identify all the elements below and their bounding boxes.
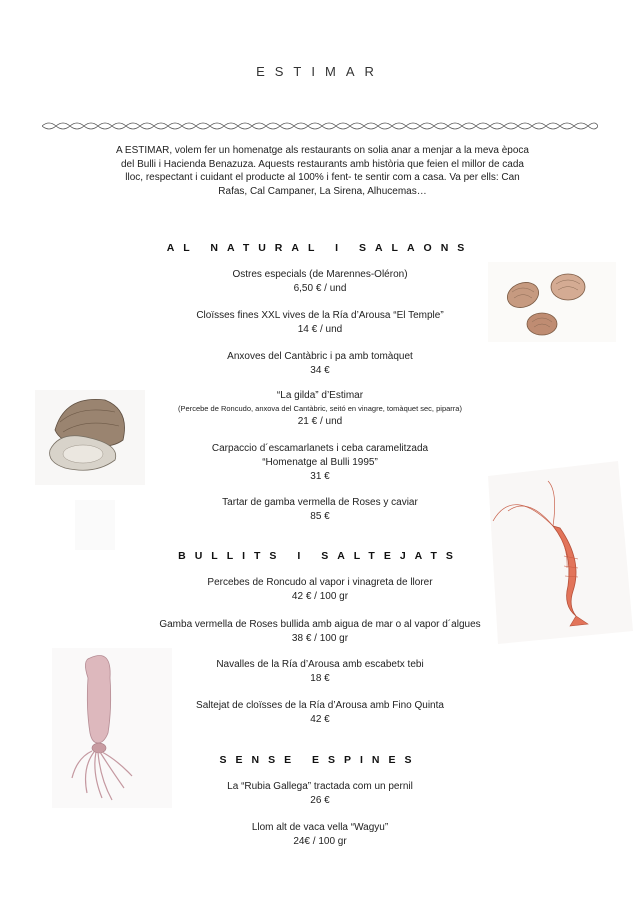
- item-name: Ostres especials (de Marennes-Oléron): [232, 269, 408, 280]
- item-name: Gamba vermella de Roses bullida amb aigua de mar o al vapor d´algues: [159, 619, 481, 630]
- item-name: Navalles de la Ría d’Arousa amb escabetx tebi: [216, 659, 424, 670]
- item-name: Carpaccio d´escamarlanets i ceba caramelitzada: [211, 443, 429, 454]
- item-price: 21 € / und: [297, 416, 343, 427]
- item-price: 6,50 € / und: [293, 283, 347, 294]
- section-title-al-natural: AL NATURAL I SALAONS: [166, 242, 474, 254]
- clams-illustration: [488, 262, 616, 342]
- item-name: Cloïsses fines XXL vives de la Ría d’Arousa “El Temple”: [196, 310, 444, 321]
- item-price: 26 €: [310, 795, 330, 806]
- intro-text: A ESTIMAR, volem fer un homenatge als restaurants on solia anar a menjar a la meva època del Bulli i Hacienda Benazuza. Aquests restaurants amb història que feien el millor de cada lloc, respectant i cuidant el producte al 100% i fent- te sentir com a casa. Va per ells: Can Rafas, Cal Campaner, La Sirena, Alhucemas…: [116, 145, 529, 197]
- menu-item: [0, 350, 640, 378]
- prawn-illustration: [468, 456, 636, 646]
- item-name: La “Rubia Gallega” tractada com un pernil: [227, 781, 413, 792]
- item-name: Llom alt de vaca vella “Wagyu”: [251, 822, 389, 833]
- item-name: Percebes de Roncudo al vapor i vinagreta de llorer: [207, 577, 433, 588]
- oyster-illustration: [35, 390, 145, 485]
- section-title-sense-espines: SENSE ESPINES: [219, 754, 421, 766]
- item-subtitle: “Homenatge al Bulli 1995”: [262, 457, 378, 468]
- faint-panel: [75, 500, 115, 550]
- menu-item: [0, 821, 640, 849]
- item-price: 24€ / 100 gr: [293, 836, 347, 847]
- item-price: 85 €: [310, 511, 330, 522]
- item-name: Tartar de gamba vermella de Roses y caviar: [222, 497, 418, 508]
- item-price: 31 €: [310, 471, 330, 482]
- item-name: “La gilda” d’Estimar: [276, 390, 364, 401]
- item-price: 14 € / und: [297, 324, 343, 335]
- item-price: 34 €: [310, 365, 330, 376]
- item-price: 38 € / 100 gr: [291, 633, 349, 644]
- item-price: 42 € / 100 gr: [291, 591, 349, 602]
- item-price: 18 €: [310, 673, 330, 684]
- section-title-bullits: BULLITS I SALTEJATS: [178, 550, 462, 562]
- item-price: 42 €: [310, 714, 330, 725]
- wave-divider: [42, 120, 598, 132]
- item-note: (Percebe de Roncudo, anxova del Cantàbric, seitó en vinagre, tomàquet sec, piparra): [178, 404, 462, 413]
- item-name: Anxoves del Cantàbric i pa amb tomàquet: [227, 351, 413, 362]
- squid-illustration: [52, 648, 172, 808]
- page-title: ESTIMAR: [256, 64, 384, 79]
- item-name: Saltejat de cloïsses de la Ría d’Arousa amb Fino Quinta: [196, 700, 444, 711]
